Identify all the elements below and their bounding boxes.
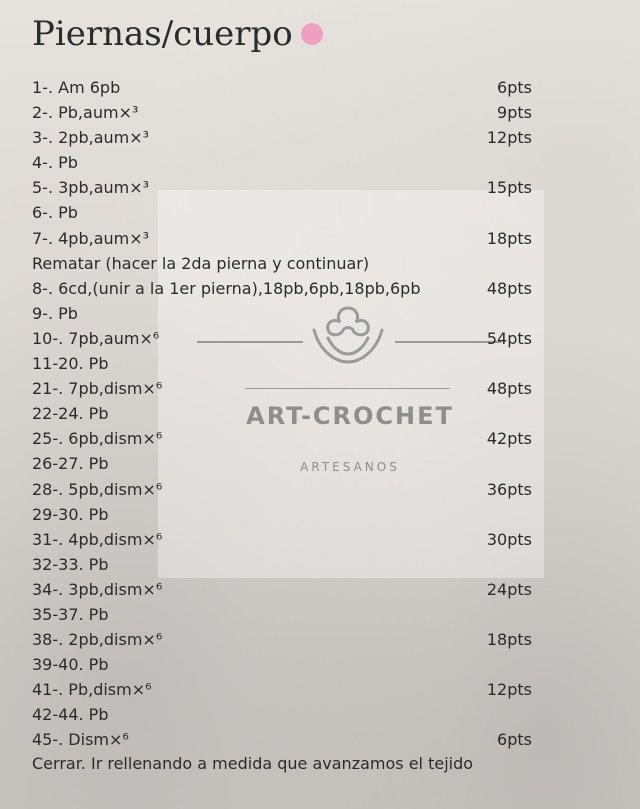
row-stitch-count: 6pts	[497, 730, 532, 750]
row-instruction: 11-20. Pb	[32, 354, 109, 374]
pattern-row	[32, 527, 532, 552]
row-instruction: 38-. 2pb,dism×⁶	[32, 630, 163, 650]
row-stitch-count: 54pts	[486, 328, 532, 348]
pattern-row	[32, 251, 532, 276]
row-stitch-count: 48pts	[486, 379, 532, 399]
row-instruction: 10-. 7pb,aum×⁶	[32, 328, 160, 348]
page-title-text: Piernas/cuerpo	[32, 14, 293, 54]
pattern-row	[32, 627, 532, 652]
pattern-row	[32, 477, 532, 502]
row-instruction: Rematar (hacer la 2da pierna y continuar)	[32, 253, 370, 273]
row-instruction: 6-. Pb	[32, 203, 78, 223]
row-stitch-count: 30pts	[486, 529, 532, 549]
pattern-row	[32, 702, 532, 727]
closing-instruction: Cerrar. Ir rellenando a medida que avanzamos el tejido	[32, 754, 474, 773]
row-stitch-count: 12pts	[486, 680, 532, 700]
pattern-row	[32, 451, 532, 476]
row-instruction: 35-37. Pb	[32, 604, 109, 624]
row-instruction: 5-. 3pb,aum×³	[32, 178, 150, 198]
pattern-row	[32, 552, 532, 577]
pattern-row	[32, 502, 532, 527]
row-instruction: 7-. 4pb,aum×³	[32, 228, 150, 248]
pattern-row	[32, 200, 532, 225]
pattern-row	[32, 376, 532, 401]
pattern-row	[32, 401, 532, 426]
pattern-row	[32, 677, 532, 702]
pattern-row	[32, 75, 532, 100]
row-stitch-count: 18pts	[486, 630, 532, 650]
pattern-row	[32, 326, 532, 351]
row-stitch-count: 9pts	[497, 103, 532, 123]
pattern-row	[32, 175, 532, 200]
pattern-row	[32, 602, 532, 627]
row-instruction: 25-. 6pb,dism×⁶	[32, 429, 163, 449]
row-stitch-count: 24pts	[486, 579, 532, 599]
watermark-tagline: ARTESANOS	[300, 460, 400, 474]
row-stitch-count: 42pts	[486, 429, 532, 449]
pattern-row	[32, 100, 532, 125]
pattern-row	[32, 426, 532, 451]
row-instruction: 31-. 4pb,dism×⁶	[32, 529, 163, 549]
pink-dot-icon	[301, 23, 323, 45]
row-instruction: 34-. 3pb,dism×⁶	[32, 579, 163, 599]
row-instruction: 22-24. Pb	[32, 404, 109, 424]
row-instruction: 28-. 5pb,dism×⁶	[32, 479, 163, 499]
pattern-row	[32, 351, 532, 376]
pattern-row	[32, 727, 532, 752]
row-instruction: 4-. Pb	[32, 153, 78, 173]
row-instruction: 26-27. Pb	[32, 454, 109, 474]
row-instruction: 21-. 7pb,dism×⁶	[32, 379, 163, 399]
row-instruction: 3-. 2pb,aum×³	[32, 128, 150, 148]
row-instruction: 9-. Pb	[32, 303, 78, 323]
row-stitch-count: 18pts	[486, 228, 532, 248]
row-instruction: 32-33. Pb	[32, 554, 109, 574]
row-stitch-count: 36pts	[486, 479, 532, 499]
pattern-rows-list	[32, 75, 532, 753]
row-stitch-count: 6pts	[497, 78, 532, 97]
pattern-row	[32, 276, 532, 301]
row-instruction: 39-40. Pb	[32, 655, 109, 675]
row-instruction: 45-. Dism×⁶	[32, 730, 129, 750]
row-stitch-count: 12pts	[486, 128, 532, 148]
pattern-row	[32, 301, 532, 326]
row-stitch-count: 48pts	[486, 278, 532, 298]
row-instruction: 1-. Am 6pb	[32, 78, 121, 97]
row-instruction: 41-. Pb,dism×⁶	[32, 680, 152, 700]
row-instruction: 42-44. Pb	[32, 705, 109, 725]
pattern-row	[32, 125, 532, 150]
page-title	[32, 14, 323, 54]
row-instruction: 29-30. Pb	[32, 504, 109, 524]
pattern-row	[32, 150, 532, 175]
pattern-row	[32, 226, 532, 251]
pattern-row	[32, 652, 532, 677]
row-instruction: 2-. Pb,aum×³	[32, 103, 139, 123]
watermark-brand: ART-CROCHET	[246, 402, 454, 430]
row-instruction: 8-. 6cd,(unir a la 1er pierna),18pb,6pb,18pb,6pb	[32, 278, 421, 298]
pattern-row	[32, 577, 532, 602]
row-stitch-count: 15pts	[486, 178, 532, 198]
